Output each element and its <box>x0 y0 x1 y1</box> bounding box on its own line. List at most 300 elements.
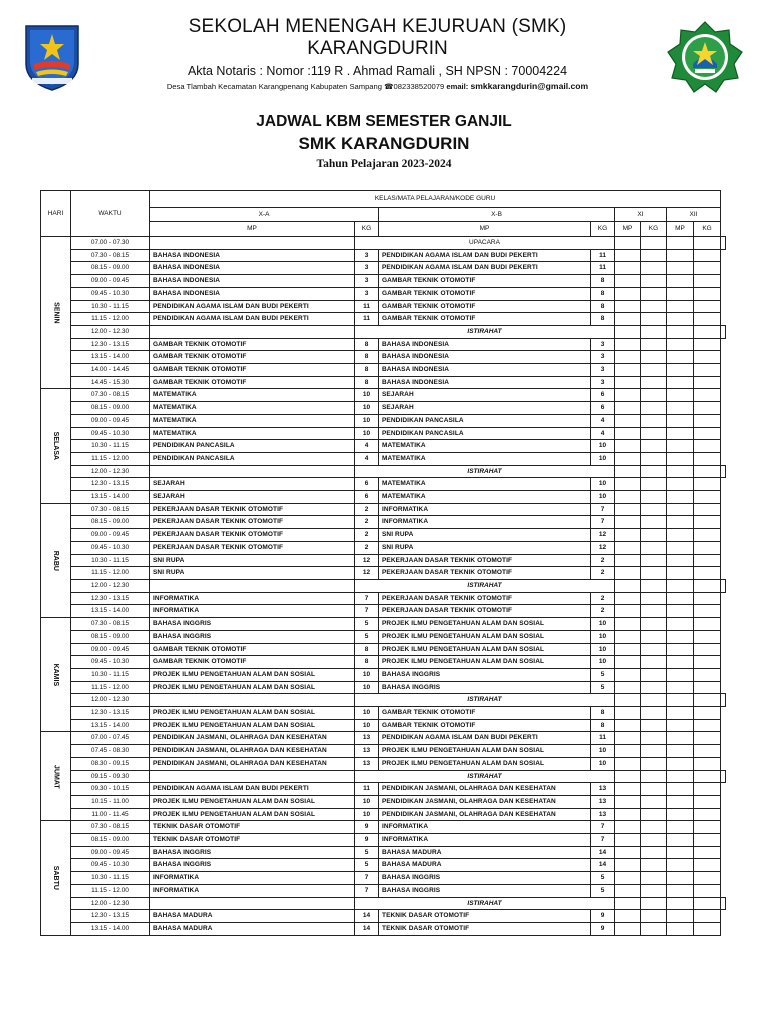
xb-teacher-code-cell: 4 <box>591 414 615 427</box>
empty-cell <box>667 427 694 440</box>
empty-cell <box>641 262 667 275</box>
class-xii-header: XII <box>667 208 721 222</box>
empty-cell <box>150 465 355 478</box>
empty-cell <box>641 897 667 910</box>
xb-teacher-code-cell: 8 <box>591 287 615 300</box>
xa-subject-cell: INFORMATIKA <box>150 872 355 885</box>
xa-subject-cell: PENDIDIKAN JASMANI, OLAHRAGA DAN KESEHATAN <box>150 745 355 758</box>
xb-teacher-code-cell: 10 <box>591 630 615 643</box>
empty-cell <box>667 834 694 847</box>
empty-cell <box>641 821 667 834</box>
xa-teacher-code-cell: 2 <box>355 503 379 516</box>
empty-cell <box>615 554 641 567</box>
schedule-row <box>41 592 726 605</box>
schedule-row <box>41 529 726 542</box>
day-cell <box>41 503 71 617</box>
empty-cell <box>615 668 641 681</box>
empty-cell <box>721 325 726 338</box>
schedule-row <box>41 605 726 618</box>
xa-teacher-code-cell: 7 <box>355 592 379 605</box>
xb-subject-cell: PROJEK ILMU PENGETAHUAN ALAM DAN SOSIAL <box>379 656 591 669</box>
empty-cell <box>667 287 694 300</box>
xa-teacher-code-cell: 6 <box>355 478 379 491</box>
time-cell: 07.30 - 08.15 <box>71 618 150 631</box>
xb-teacher-code-cell: 9 <box>591 910 615 923</box>
schedule-row <box>41 541 726 554</box>
schedule-row <box>41 618 726 631</box>
empty-cell <box>641 275 667 288</box>
empty-cell <box>694 745 721 758</box>
day-label: SENIN <box>52 302 60 324</box>
hari-header: HARI <box>41 191 71 237</box>
xa-subject-cell: PROJEK ILMU PENGETAHUAN ALAM DAN SOSIAL <box>150 707 355 720</box>
empty-cell <box>694 325 721 338</box>
empty-cell <box>667 795 694 808</box>
empty-cell <box>615 351 641 364</box>
mp-header: MP <box>150 222 355 237</box>
schedule-row <box>41 338 726 351</box>
empty-cell <box>615 516 641 529</box>
empty-cell <box>641 516 667 529</box>
schedule-row <box>41 389 726 402</box>
xa-subject-cell: MATEMATIKA <box>150 414 355 427</box>
empty-cell <box>641 745 667 758</box>
xa-teacher-code-cell: 5 <box>355 859 379 872</box>
xb-teacher-code-cell: 8 <box>591 300 615 313</box>
empty-cell <box>667 389 694 402</box>
xa-teacher-code-cell: 7 <box>355 884 379 897</box>
empty-cell <box>667 681 694 694</box>
schedule-row <box>41 503 726 516</box>
empty-cell <box>667 668 694 681</box>
empty-cell <box>615 389 641 402</box>
empty-cell <box>615 656 641 669</box>
empty-cell <box>641 491 667 504</box>
day-cell <box>41 389 71 503</box>
xb-teacher-code-cell: 9 <box>591 922 615 935</box>
schedule-row <box>41 872 726 885</box>
empty-cell <box>667 275 694 288</box>
xa-teacher-code-cell: 9 <box>355 821 379 834</box>
xb-teacher-code-cell: 10 <box>591 656 615 669</box>
empty-cell <box>641 376 667 389</box>
class-group-header: KELAS/MATA PELAJARAN/KODE GURU <box>150 191 721 208</box>
empty-cell <box>694 338 721 351</box>
empty-cell <box>641 630 667 643</box>
empty-cell <box>615 579 641 592</box>
xa-subject-cell: MATEMATIKA <box>150 389 355 402</box>
time-cell: 11.15 - 12.00 <box>71 567 150 580</box>
class-xi-header: XI <box>615 208 667 222</box>
empty-cell <box>615 529 641 542</box>
class-xb-header: X-B <box>379 208 615 222</box>
xa-teacher-code-cell: 10 <box>355 795 379 808</box>
empty-cell <box>667 618 694 631</box>
xa-teacher-code-cell: 8 <box>355 338 379 351</box>
break-cell: ISTIRAHAT <box>355 465 615 478</box>
xa-subject-cell: PROJEK ILMU PENGETAHUAN ALAM DAN SOSIAL <box>150 795 355 808</box>
empty-cell <box>667 237 694 250</box>
empty-cell <box>641 389 667 402</box>
xa-subject-cell: BAHASA INDONESIA <box>150 287 355 300</box>
xb-teacher-code-cell: 12 <box>591 541 615 554</box>
xb-subject-cell: GAMBAR TEKNIK OTOMOTIF <box>379 719 591 732</box>
time-cell: 10.30 - 11.15 <box>71 300 150 313</box>
empty-cell <box>694 541 721 554</box>
xa-subject-cell: PEKERJAAN DASAR TEKNIK OTOMOTIF <box>150 541 355 554</box>
xb-teacher-code-cell: 8 <box>591 275 615 288</box>
xb-teacher-code-cell: 2 <box>591 605 615 618</box>
empty-cell <box>150 325 355 338</box>
empty-cell <box>615 757 641 770</box>
schedule-row <box>41 732 726 745</box>
empty-cell <box>615 630 641 643</box>
xb-subject-cell: BAHASA MADURA <box>379 846 591 859</box>
xb-subject-cell: BAHASA INDONESIA <box>379 338 591 351</box>
empty-cell <box>694 567 721 580</box>
schedule-row <box>41 351 726 364</box>
empty-cell <box>694 402 721 415</box>
empty-cell <box>641 770 667 783</box>
empty-cell <box>694 351 721 364</box>
empty-cell <box>667 884 694 897</box>
empty-cell <box>615 402 641 415</box>
schedule-row <box>41 656 726 669</box>
empty-cell <box>667 707 694 720</box>
empty-cell <box>641 732 667 745</box>
xa-teacher-code-cell: 14 <box>355 910 379 923</box>
day-label: SELASA <box>52 431 60 461</box>
xb-teacher-code-cell: 10 <box>591 452 615 465</box>
empty-cell <box>641 541 667 554</box>
schedule-row <box>41 630 726 643</box>
time-cell: 09.45 - 10.30 <box>71 541 150 554</box>
time-cell: 11.15 - 12.00 <box>71 884 150 897</box>
xa-subject-cell: PENDIDIKAN PANCASILA <box>150 452 355 465</box>
break-cell: ISTIRAHAT <box>355 579 615 592</box>
xa-subject-cell: SEJARAH <box>150 491 355 504</box>
empty-cell <box>694 808 721 821</box>
schedule-row <box>41 402 726 415</box>
xb-teacher-code-cell: 8 <box>591 313 615 326</box>
empty-cell <box>694 287 721 300</box>
empty-cell <box>694 694 721 707</box>
xa-subject-cell: SEJARAH <box>150 478 355 491</box>
xa-teacher-code-cell: 3 <box>355 262 379 275</box>
empty-cell <box>694 414 721 427</box>
xa-subject-cell: GAMBAR TEKNIK OTOMOTIF <box>150 376 355 389</box>
xb-teacher-code-cell: 13 <box>591 795 615 808</box>
xa-subject-cell: PENDIDIKAN AGAMA ISLAM DAN BUDI PEKERTI <box>150 783 355 796</box>
xa-teacher-code-cell: 12 <box>355 567 379 580</box>
schedule-row <box>41 707 726 720</box>
empty-cell <box>694 770 721 783</box>
empty-cell <box>615 478 641 491</box>
empty-cell <box>615 745 641 758</box>
schedule-row <box>41 922 726 935</box>
time-cell: 12.00 - 12.30 <box>71 465 150 478</box>
xa-teacher-code-cell: 3 <box>355 249 379 262</box>
empty-cell <box>667 732 694 745</box>
akta-npsn-line: Akta Notaris : Nomor :119 R . Ahmad Ramali , SH NPSN : 70004224 <box>187 64 568 78</box>
xb-subject-cell: INFORMATIKA <box>379 834 591 847</box>
xa-teacher-code-cell: 10 <box>355 668 379 681</box>
empty-cell <box>641 364 667 377</box>
schedule-row <box>41 465 726 478</box>
empty-cell <box>694 579 721 592</box>
empty-cell <box>667 630 694 643</box>
empty-cell <box>615 719 641 732</box>
time-cell: 07.30 - 08.15 <box>71 821 150 834</box>
empty-cell <box>615 618 641 631</box>
empty-cell <box>667 351 694 364</box>
empty-cell <box>641 872 667 885</box>
empty-cell <box>667 465 694 478</box>
empty-cell <box>641 643 667 656</box>
empty-cell <box>694 783 721 796</box>
empty-cell <box>615 541 641 554</box>
time-cell: 08.15 - 09.00 <box>71 262 150 275</box>
empty-cell <box>694 300 721 313</box>
day-cell <box>41 732 71 821</box>
xb-subject-cell: TEKNIK DASAR OTOMOTIF <box>379 922 591 935</box>
xa-subject-cell: PEKERJAAN DASAR TEKNIK OTOMOTIF <box>150 529 355 542</box>
xa-subject-cell: GAMBAR TEKNIK OTOMOTIF <box>150 643 355 656</box>
empty-cell <box>694 516 721 529</box>
time-cell: 12.00 - 12.30 <box>71 897 150 910</box>
xa-subject-cell: SNI RUPA <box>150 567 355 580</box>
xb-teacher-code-cell: 5 <box>591 668 615 681</box>
empty-cell <box>615 313 641 326</box>
xa-subject-cell: BAHASA INGGRIS <box>150 846 355 859</box>
time-cell: 10.30 - 11.15 <box>71 668 150 681</box>
empty-cell <box>667 516 694 529</box>
xa-subject-cell: BAHASA MADURA <box>150 922 355 935</box>
empty-cell <box>641 440 667 453</box>
xa-teacher-code-cell: 11 <box>355 300 379 313</box>
time-cell: 09.00 - 09.45 <box>71 529 150 542</box>
xb-subject-cell: INFORMATIKA <box>379 503 591 516</box>
xb-subject-cell: INFORMATIKA <box>379 516 591 529</box>
empty-cell <box>615 821 641 834</box>
empty-cell <box>667 300 694 313</box>
schedule-row <box>41 795 726 808</box>
empty-cell <box>615 783 641 796</box>
xb-teacher-code-cell: 10 <box>591 745 615 758</box>
xb-teacher-code-cell: 5 <box>591 681 615 694</box>
empty-cell <box>641 719 667 732</box>
empty-cell <box>641 808 667 821</box>
xa-teacher-code-cell: 6 <box>355 491 379 504</box>
empty-cell <box>641 300 667 313</box>
time-cell: 13.15 - 14.00 <box>71 491 150 504</box>
time-cell: 07.00 - 07.30 <box>71 237 150 250</box>
day-label: SABTU <box>52 865 60 891</box>
empty-cell <box>615 325 641 338</box>
empty-cell <box>615 795 641 808</box>
time-cell: 09.45 - 10.30 <box>71 859 150 872</box>
empty-cell <box>667 922 694 935</box>
xb-subject-cell: SNI RUPA <box>379 541 591 554</box>
empty-cell <box>694 834 721 847</box>
kg-header: KG <box>355 222 379 237</box>
schedule-row <box>41 491 726 504</box>
schedule-row <box>41 478 726 491</box>
xa-teacher-code-cell: 4 <box>355 440 379 453</box>
xb-subject-cell: BAHASA INGGRIS <box>379 872 591 885</box>
empty-cell <box>641 795 667 808</box>
xb-teacher-code-cell: 13 <box>591 808 615 821</box>
time-cell: 07.45 - 08.30 <box>71 745 150 758</box>
empty-cell <box>641 757 667 770</box>
schedule-row <box>41 516 726 529</box>
xa-subject-cell: GAMBAR TEKNIK OTOMOTIF <box>150 364 355 377</box>
schedule-row <box>41 440 726 453</box>
xa-teacher-code-cell: 11 <box>355 783 379 796</box>
time-cell: 12.00 - 12.30 <box>71 694 150 707</box>
empty-cell <box>615 859 641 872</box>
empty-cell <box>615 910 641 923</box>
xb-teacher-code-cell: 11 <box>591 262 615 275</box>
xa-subject-cell: TEKNIK DASAR OTOMOTIF <box>150 821 355 834</box>
xa-teacher-code-cell: 9 <box>355 834 379 847</box>
empty-cell <box>694 630 721 643</box>
empty-cell <box>694 668 721 681</box>
time-cell: 14.45 - 15.30 <box>71 376 150 389</box>
empty-cell <box>694 427 721 440</box>
xb-subject-cell: GAMBAR TEKNIK OTOMOTIF <box>379 707 591 720</box>
schedule-row <box>41 757 726 770</box>
xb-teacher-code-cell: 2 <box>591 592 615 605</box>
time-cell: 11.15 - 12.00 <box>71 681 150 694</box>
schedule-row <box>41 567 726 580</box>
document-titles <box>0 112 768 172</box>
xa-teacher-code-cell: 10 <box>355 427 379 440</box>
xa-teacher-code-cell: 11 <box>355 313 379 326</box>
address-line <box>95 80 660 93</box>
empty-cell <box>641 846 667 859</box>
empty-cell <box>667 249 694 262</box>
empty-cell <box>694 605 721 618</box>
schedule-row <box>41 897 726 910</box>
xa-subject-cell: BAHASA INGGRIS <box>150 630 355 643</box>
time-cell: 12.00 - 12.30 <box>71 325 150 338</box>
xa-teacher-code-cell: 5 <box>355 846 379 859</box>
xb-teacher-code-cell: 14 <box>591 859 615 872</box>
mp-header: MP <box>615 222 641 237</box>
xb-subject-cell: INFORMATIKA <box>379 821 591 834</box>
xb-teacher-code-cell: 14 <box>591 846 615 859</box>
xb-teacher-code-cell: 3 <box>591 351 615 364</box>
xb-teacher-code-cell: 2 <box>591 567 615 580</box>
empty-cell <box>667 808 694 821</box>
empty-cell <box>694 872 721 885</box>
empty-cell <box>667 745 694 758</box>
time-cell: 12.30 - 13.15 <box>71 707 150 720</box>
schedule-row <box>41 287 726 300</box>
empty-cell <box>641 592 667 605</box>
xb-teacher-code-cell: 3 <box>591 376 615 389</box>
empty-cell <box>615 834 641 847</box>
xb-teacher-code-cell: 8 <box>591 707 615 720</box>
empty-cell <box>641 605 667 618</box>
xa-subject-cell: TEKNIK DASAR OTOMOTIF <box>150 834 355 847</box>
time-cell: 09.30 - 10.15 <box>71 783 150 796</box>
empty-cell <box>641 249 667 262</box>
email-address: smkkarangdurin@gmail.com <box>470 81 589 91</box>
empty-cell <box>641 478 667 491</box>
day-label: JUMAT <box>52 764 60 789</box>
xb-teacher-code-cell: 5 <box>591 884 615 897</box>
empty-cell <box>694 364 721 377</box>
schedule-table <box>40 190 726 936</box>
kg-header: KG <box>694 222 721 237</box>
schedule-row <box>41 783 726 796</box>
xa-subject-cell: PENDIDIKAN JASMANI, OLAHRAGA DAN KESEHATAN <box>150 732 355 745</box>
empty-cell <box>615 922 641 935</box>
xa-subject-cell: PENDIDIKAN PANCASILA <box>150 440 355 453</box>
empty-cell <box>721 770 726 783</box>
time-cell: 13.15 - 14.00 <box>71 605 150 618</box>
xb-subject-cell: MATEMATIKA <box>379 491 591 504</box>
empty-cell <box>667 783 694 796</box>
xa-subject-cell: GAMBAR TEKNIK OTOMOTIF <box>150 351 355 364</box>
xb-subject-cell: BAHASA INDONESIA <box>379 351 591 364</box>
xa-subject-cell: BAHASA INDONESIA <box>150 249 355 262</box>
empty-cell <box>641 402 667 415</box>
empty-cell <box>615 694 641 707</box>
address-text: Desa Tlambah Kecamatan Karangpenang Kabupaten Sampang ☎082338520079 <box>166 82 445 91</box>
empty-cell <box>615 707 641 720</box>
empty-cell <box>721 694 726 707</box>
empty-cell <box>641 922 667 935</box>
schedule-row <box>41 364 726 377</box>
xb-subject-cell: PEKERJAAN DASAR TEKNIK OTOMOTIF <box>379 592 591 605</box>
xb-subject-cell: MATEMATIKA <box>379 440 591 453</box>
time-cell: 12.30 - 13.15 <box>71 910 150 923</box>
time-cell: 08.30 - 09.15 <box>71 757 150 770</box>
empty-cell <box>641 579 667 592</box>
xa-subject-cell: BAHASA INDONESIA <box>150 262 355 275</box>
xa-teacher-code-cell: 2 <box>355 541 379 554</box>
empty-cell <box>667 579 694 592</box>
xb-teacher-code-cell: 7 <box>591 516 615 529</box>
xa-subject-cell: PENDIDIKAN JASMANI, OLAHRAGA DAN KESEHATAN <box>150 757 355 770</box>
empty-cell <box>615 237 641 250</box>
schedule-row <box>41 452 726 465</box>
xa-subject-cell: PEKERJAAN DASAR TEKNIK OTOMOTIF <box>150 516 355 529</box>
kg-header: KG <box>591 222 615 237</box>
empty-cell <box>667 414 694 427</box>
schedule-row <box>41 300 726 313</box>
schedule-row <box>41 643 726 656</box>
xa-teacher-code-cell: 10 <box>355 414 379 427</box>
time-cell: 13.15 - 14.00 <box>71 719 150 732</box>
empty-cell <box>694 910 721 923</box>
empty-cell <box>667 491 694 504</box>
empty-cell <box>667 503 694 516</box>
empty-cell <box>641 427 667 440</box>
xb-teacher-code-cell: 3 <box>591 338 615 351</box>
day-cell <box>41 237 71 389</box>
ceremony-cell: UPACARA <box>355 237 615 250</box>
empty-cell <box>694 922 721 935</box>
xb-subject-cell: PROJEK ILMU PENGETAHUAN ALAM DAN SOSIAL <box>379 630 591 643</box>
empty-cell <box>694 846 721 859</box>
time-cell: 07.30 - 08.15 <box>71 389 150 402</box>
time-cell: 09.45 - 10.30 <box>71 287 150 300</box>
mp-header: MP <box>379 222 591 237</box>
